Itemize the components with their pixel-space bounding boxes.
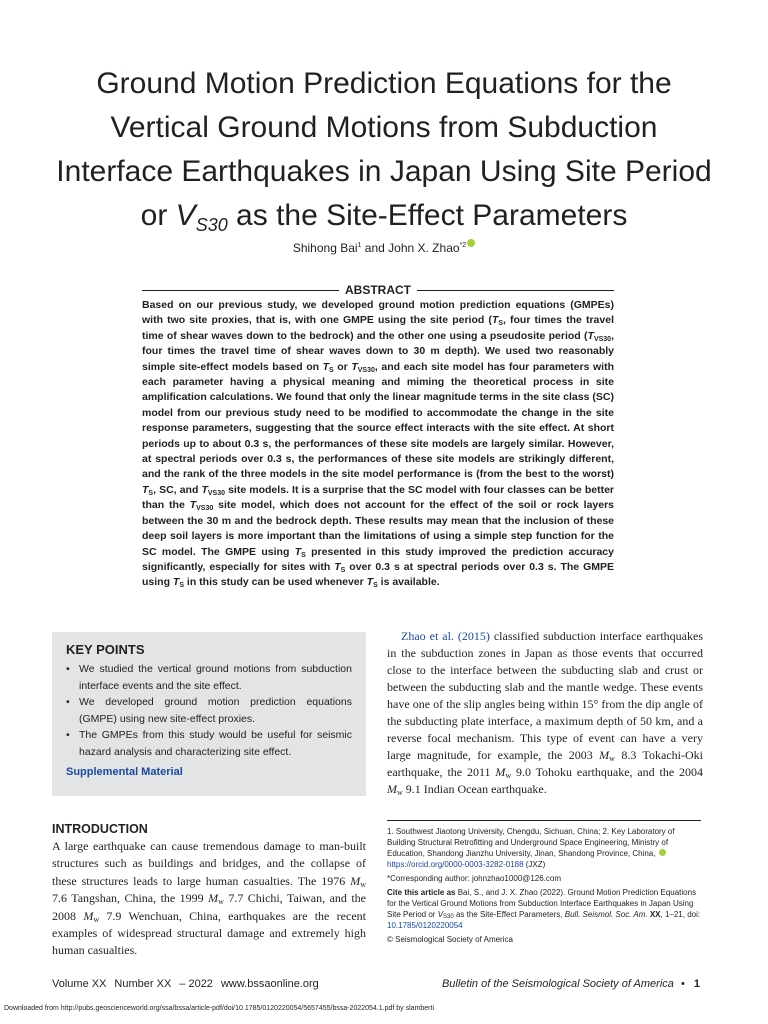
abstract-segment: or (333, 360, 352, 373)
body-segment: 7.6 Tangshan, China, the 1999 (52, 891, 209, 906)
magnitude-subscript: w (397, 788, 403, 797)
magnitude-symbol: M (387, 782, 397, 796)
doi-link[interactable]: 10.1785/0120220054 (387, 921, 463, 930)
affiliations-text: 1. Southwest Jiaotong University, Chengdu, Sichuan, China; 2. Key Laboratory of Building Structural Retrofitting and Underground Space Engineering, Ministry of Education, Shandong Jianzhu University, Jinan, Shandong Province, China, (387, 827, 675, 858)
footer-journal (442, 978, 700, 990)
author-conjunction: and (361, 241, 389, 255)
key-point-item: • We developed ground motion prediction equations (GMPE) using new site-effect proxies. (66, 694, 352, 727)
citation-link[interactable]: Zhao et al. (2015) (401, 629, 490, 643)
tvs30-subscript: VS30 (196, 505, 214, 513)
title-line-1: Ground Motion Prediction Equations for the (96, 67, 672, 100)
tvs30-symbol: T (201, 483, 208, 496)
supplemental-material-link[interactable]: Supplemental Material (66, 765, 183, 778)
ts-subscript: S (498, 320, 503, 328)
tvs30-subscript: VS30 (357, 366, 375, 374)
body-segment: 7.9 Wenchuan, China, earthquakes are the recent examples of widespread structural damage and extremely high human casualties. (52, 908, 366, 958)
body-segment: classified subduction interface earthquakes in the subduction zones in Japan as those events that occurred close to the interface between the subducting slab and crust or between the subducting slab and the mantle wedge. These events have one of the slip angles being within 15° from the dip angle of the subducting plate interface, a maximum depth of 50 km, and a reverse focal mechanism. This type of event can have a very large magnitude, for example, the 2003 (387, 629, 703, 762)
magnitude-symbol: M (83, 908, 94, 923)
tvs30-symbol: T (587, 329, 594, 342)
ts-symbol: T (294, 545, 302, 558)
title-v-symbol: V (175, 199, 196, 232)
article-title (40, 62, 728, 238)
key-points-box (52, 632, 366, 796)
orcid-link[interactable]: https://orcid.org/0000-0003-3282-0188 (387, 860, 524, 869)
title-line-4-post: as the Site-Effect Parameters (227, 199, 628, 232)
footnote-divider (387, 820, 701, 821)
abstract-segment: site model, which does not account for the effect of the soil or rock layers between the 30 m and the bedrock depth. These results may mean that the inclusion of these deep soil layers is more important than the limitations of using a simple step function for the SC model. The GMPE using (142, 499, 615, 558)
title-line-2: Vertical Ground Motions from Subduction (110, 111, 658, 144)
ts-subscript: S (329, 366, 334, 374)
introduction-paragraph (52, 838, 366, 960)
magnitude-subscript: w (360, 879, 366, 889)
footer-bullet: • (680, 978, 685, 990)
abstract-segment: , four times the travel time of shear waves down to the bedrock) and the other one using a pseudosite period ( (142, 314, 614, 342)
body-segment: 9.1 Indian Ocean earthquake. (402, 782, 547, 796)
abstract-text (142, 298, 614, 591)
tvs30-subscript: VS30 (593, 335, 612, 343)
right-column-paragraph (387, 628, 703, 798)
ts-symbol: T (334, 560, 341, 573)
author-2-affiliation: *2 (459, 242, 467, 249)
body-segment: 8.3 Tokachi-Oki earthquake, the 2011 (387, 748, 704, 779)
cite-journal: Bull. Seismol. Soc. Am. (564, 910, 648, 919)
magnitude-symbol: M (350, 873, 361, 888)
magnitude-subscript: w (609, 754, 615, 763)
ts-subscript: S (148, 489, 154, 497)
orcid-icon[interactable] (467, 239, 475, 247)
abstract-segment: , and each site model has four parameters with each parameter having a physical meaning and miming the theoretical process in site amplification calculations. We found that only the linear magnitude terms in the site class (SC) model from our previous study need to be modified to accommodate the change in the site response parameters, suggesting that the source effect interacts with the site effect. At short periods up to about 0.3 s, the performances of these site models are largely similar. However, at spectral periods over 0.3 s, the performances of these site models are strikingly different, and the rank of the three models in the site model performance is (from the best to the worst) (142, 360, 615, 481)
magnitude-subscript: w (505, 771, 512, 780)
author-1-affiliation: 1 (357, 242, 362, 249)
magnitude-symbol: M (208, 891, 219, 906)
ts-subscript: S (373, 582, 378, 590)
cite-volume: XX (647, 910, 661, 919)
magnitude-subscript: w (93, 914, 100, 924)
key-points-heading: KEY POINTS (66, 642, 145, 657)
corresponding-author-note: *Corresponding author: johnzhao1000@126.com (387, 874, 562, 883)
cite-label: Cite this article as (387, 888, 456, 897)
footnotes (387, 826, 703, 948)
body-segment: A large earthquake can cause tremendous damage to man-built structures such as buildings and bridges, and the collapse of these structures leads to large human casualties. The 1976 (52, 839, 366, 888)
page-number: 1 (693, 978, 700, 990)
title-line-4 (40, 194, 728, 238)
citation-note (387, 887, 703, 931)
author-line (0, 239, 768, 255)
footer-number: Number XX (114, 978, 172, 990)
abstract-heading-bar (142, 283, 614, 297)
tvs30-subscript: VS30 (207, 489, 225, 497)
ts-subscript: S (179, 582, 185, 590)
copyright-note: © Seismological Society of America (387, 935, 513, 944)
abstract-heading: ABSTRACT (339, 283, 417, 297)
cite-text: as the Site-Effect Parameters, (453, 910, 565, 919)
footer-issue-info (52, 978, 327, 990)
body-segment: 7.7 Chichi, Taiwan, and the 2008 (52, 891, 366, 923)
magnitude-symbol: M (495, 765, 506, 779)
abstract-segment: presented in this study improved the prediction accuracy significantly, especially for sites with (142, 545, 614, 573)
key-points-list (66, 661, 352, 761)
footer-volume: Volume XX (52, 978, 107, 990)
key-point-item: • The GMPEs from this study would be useful for seismic hazard analysis and characterizing site effect. (66, 727, 352, 760)
ts-subscript: S (301, 551, 306, 559)
footer-year: – 2022 (179, 978, 213, 990)
ts-symbol: T (172, 576, 180, 589)
abstract-segment: , SC, and (153, 483, 202, 496)
cite-v-symbol: V (437, 910, 444, 919)
introduction-heading: INTRODUCTION (52, 822, 148, 836)
abstract-segment: in this study can be used whenever (184, 576, 367, 589)
footer-website[interactable]: www.bssaonline.org (220, 978, 319, 990)
ts-symbol: T (366, 576, 374, 589)
abstract-segment: site models. It is a surprise that the SC model with four classes can be better than the (142, 483, 614, 512)
tvs30-symbol: T (351, 360, 358, 373)
cite-text: Bai, S., and J. X. Zhao (2022). Ground Motion Prediction Equations for the Vertical Ground Motions from Subduction Interface Earthquakes in Japan Using Site Period or (387, 888, 697, 919)
magnitude-subscript: w (218, 897, 224, 907)
abstract-segment: is available. (377, 576, 440, 589)
ts-subscript: S (340, 566, 346, 574)
ts-symbol: T (142, 483, 149, 496)
author-1-name: Shihong Bai (292, 241, 358, 255)
orcid-tag: (JXZ) (523, 860, 546, 869)
footer-journal-name: Bulletin of the Seismological Society of America (441, 978, 674, 990)
title-line-4-pre: or (140, 199, 176, 232)
key-point-item: • We studied the vertical ground motions from subduction interface events and the site effect. (66, 661, 352, 694)
title-v-subscript: S30 (195, 215, 228, 235)
tvs30-symbol: T (189, 499, 197, 512)
body-segment: 9.0 Tohoku earthquake, and the 2004 (511, 765, 703, 779)
magnitude-symbol: M (599, 748, 610, 762)
download-notice: Downloaded from http://pubs.geoscienceworld.org/ssa/bssa/article-pdf/doi/10.1785/0120220054/5657455/bssa-2022054.1.pdf by slamberti (4, 1005, 435, 1012)
author-2-name: John X. Zhao (388, 241, 460, 255)
orcid-icon (659, 849, 666, 856)
cite-v-subscript: S30 (443, 914, 454, 920)
ts-symbol: T (322, 360, 330, 373)
abstract-segment: over 0.3 s at spectral periods over 0.3 s. The GMPE using (142, 560, 614, 589)
cite-pages: , 1–21, doi: (660, 910, 701, 919)
abstract-segment: , four times the travel time of shear waves down to 30 m depth). We used two reasonably simple site-effect models based on (142, 329, 614, 373)
affiliations-note (387, 826, 703, 870)
title-line-3: Interface Earthquakes in Japan Using Site Period (56, 155, 712, 188)
ts-symbol: T (491, 314, 499, 327)
abstract-segment: Based on our previous study, we developed ground motion prediction equations (GMPEs) with two site proxies, that is, with one GMPE using the site period ( (142, 299, 614, 327)
